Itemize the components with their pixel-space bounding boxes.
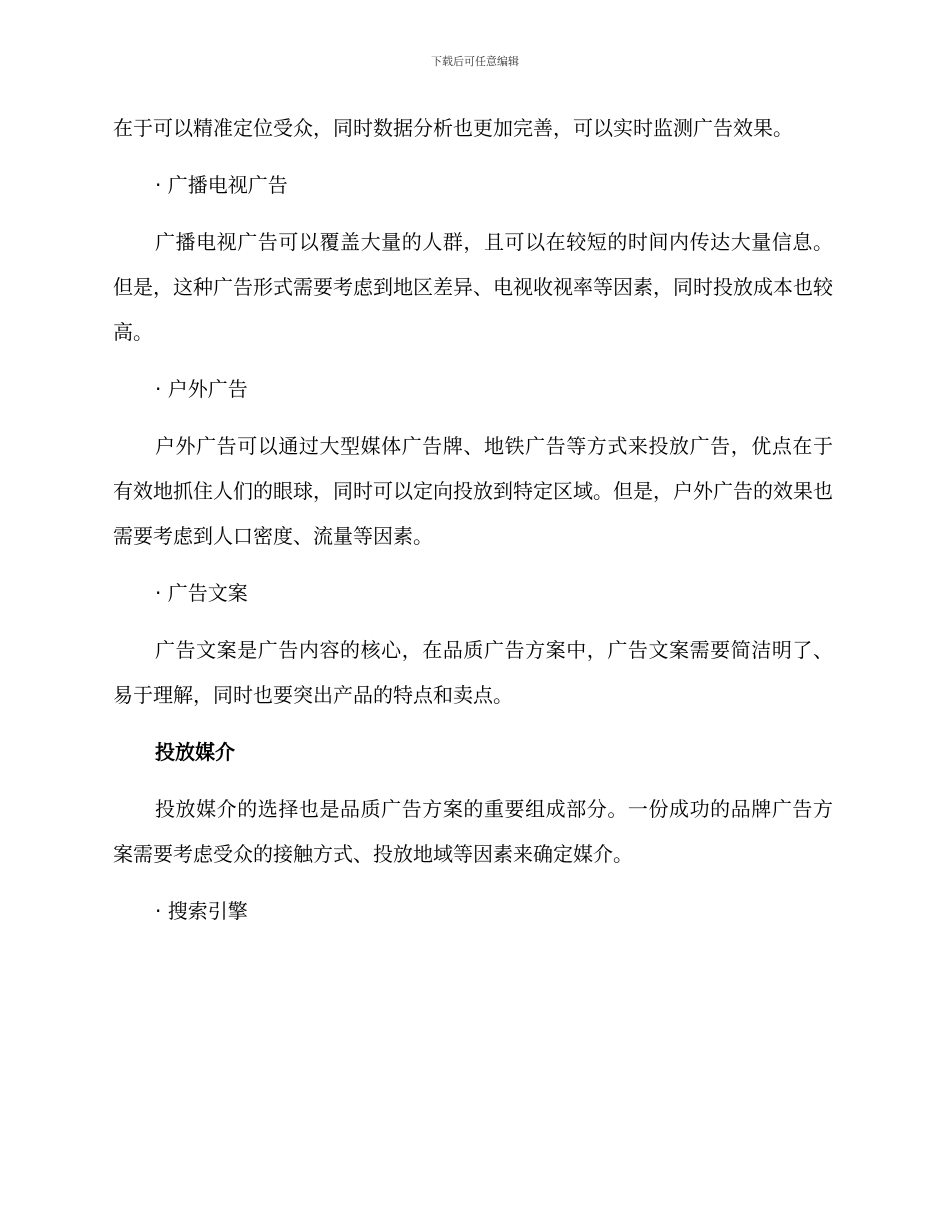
paragraph-media: 投放媒介的选择也是品质广告方案的重要组成部分。一份成功的品牌广告方案需要考虑受众的接触方式、投放地域等因素来确定媒介。 (113, 797, 833, 866)
document-body (113, 106, 833, 946)
bullet-item-search-engine: · 搜索引擎 (155, 899, 248, 923)
bullet-item-outdoor: · 户外广告 (155, 377, 248, 401)
bullet-item-copywriting: · 广告文案 (155, 581, 248, 605)
paragraph-broadcast-tv: 广播电视广告可以覆盖大量的人群，且可以在较短的时间内传达大量信息。但是，这种广告形式需要考虑到地区差异、电视收视率等因素，同时投放成本也较高。 (113, 230, 833, 344)
paragraph-continuation: 在于可以精准定位受众，同时数据分析也更加完善，可以实时监测广告效果。 (113, 116, 793, 140)
page-header: 下载后可任意编辑 (431, 55, 519, 68)
paragraph-outdoor: 户外广告可以通过大型媒体广告牌、地铁广告等方式来投放广告，优点在于有效地抓住人们的眼球，同时可以定向投放到特定区域。但是，户外广告的效果也需要考虑到人口密度、流量等因素。 (113, 434, 833, 548)
bullet-item-broadcast-tv: · 广播电视广告 (155, 173, 288, 197)
paragraph-copywriting: 广告文案是广告内容的核心，在品质广告方案中，广告文案需要简洁明了、易于理解，同时也要突出产品的特点和卖点。 (113, 638, 833, 707)
section-heading-media: 投放媒介 (155, 740, 235, 764)
